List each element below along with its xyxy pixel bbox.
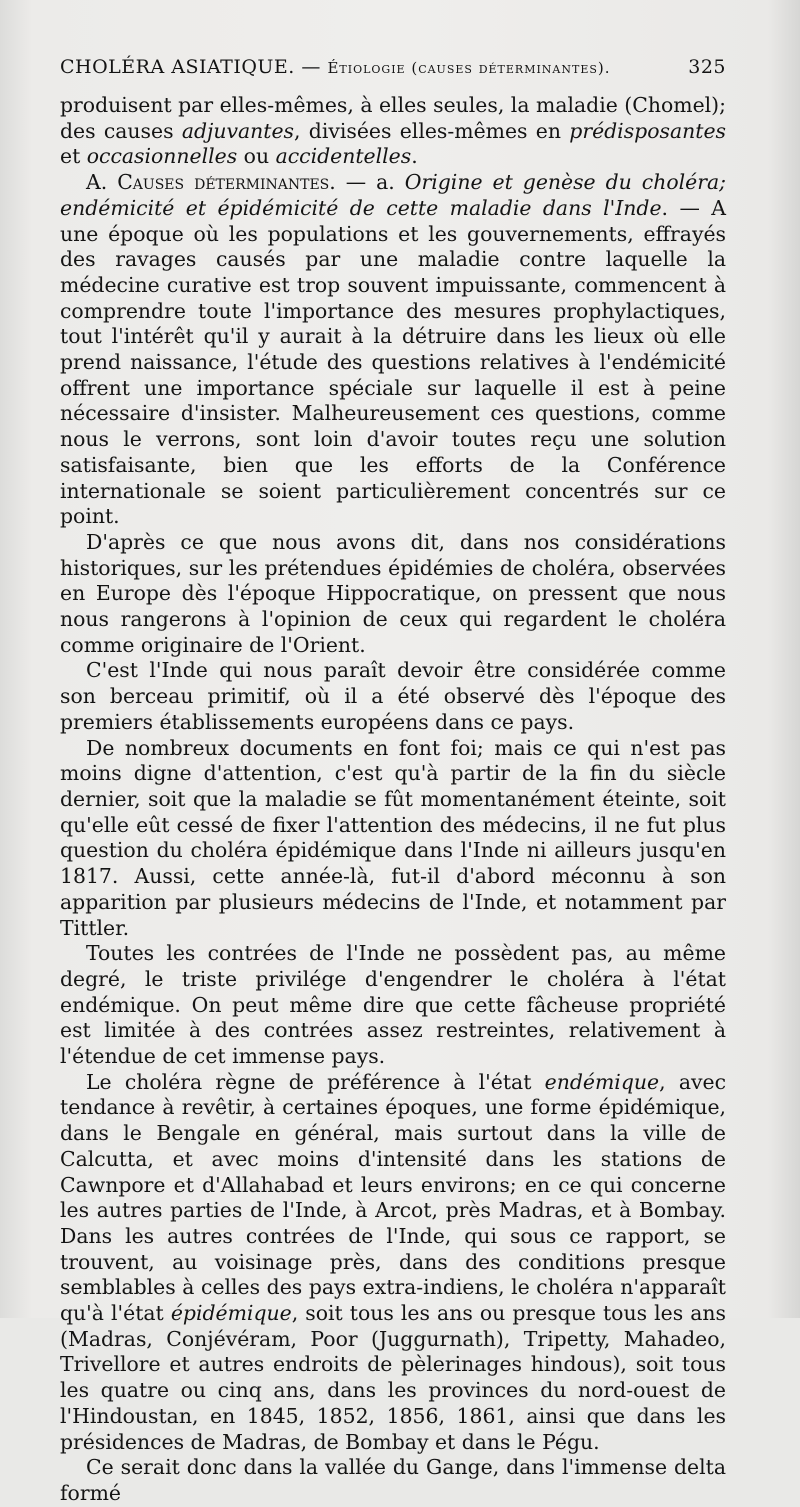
paragraph — [60, 736, 726, 942]
text-run: Ce serait donc dans la vallée du Gange, dans l'immense delta formé — [60, 1455, 726, 1505]
paragraph — [60, 170, 726, 530]
header-section: Étiologie (causes déterminantes). — [327, 59, 611, 77]
header-left: CHOLÉRA ASIATIQUE. — [60, 56, 295, 78]
text-run: . — A une époque où les populations et les gouvernements, effrayés des ravages causés par une maladie contre laquelle la médecine curative est trop souvent impuissante, commencent à comprendre toute l'importance des mesures prophylactiques, tout l'intérêt qu'il y aurait à la détruire dans les lieux où elle prend naissance, l'étude des questions relatives à l'endémicité offrent une importance spéciale sur laquelle il est à peine nécessaire d'insister. Malheureusement ces questions, comme nous le verrons, sont loin d'avoir toutes reçu une solution satisfaisante, bien que les efforts de la Conférence internationale se soient particulièrement concentrés sur ce point. — [60, 195, 726, 529]
text-run: Toutes les contrées de l'Inde ne possèdent pas, au même degré, le triste privilége d'engendrer le choléra à l'état endémique. On peut même dire que cette fâcheuse propriété est limitée à des contrées assez restreintes, relativement à l'étendue de cet immense pays. — [60, 941, 726, 1069]
paragraph — [60, 530, 726, 659]
header-dash: — — [301, 56, 321, 78]
text-run: . — a. — [329, 170, 405, 195]
text-run: ou — [237, 144, 276, 169]
text-run: et — [60, 144, 87, 169]
italic-text: Origine et genèse du choléra; endémicité et épidémicité de cette maladie dans l'Inde — [60, 170, 726, 220]
text-run: D'après ce que nous avons dit, dans nos considérations historiques, sur les prétendues épidémies de choléra, observées en Europe dès l'époque Hippocratique, on pressent que nous nous rangerons à l'opinion de ceux qui regardent le choléra comme originaire de l'Orient. — [60, 529, 726, 657]
paragraph — [60, 941, 726, 1070]
italic-text: prédisposantes — [569, 118, 726, 143]
text-run: , avec tendance à revêtir, à certaines époques, une forme épidémique, dans le Bengale en général, mais surtout dans la ville de Calcutta, et avec moins d'intensité dans les stations de Cawnpore et d'Allahabad et leurs environs; en ce qui concerne les autres parties de l'Inde, à Arcot, près Madras, et à Bombay. Dans les autres contrées de l'Inde, qui sous ce rapport, se trouvent, au voisinage près, dans des conditions presque semblables à celles des pays extra-indiens, le choléra n'apparaît qu'à l'état — [60, 1069, 726, 1326]
paragraph — [60, 1455, 726, 1506]
italic-text: accidentelles — [275, 144, 412, 169]
text-run: , soit tous les ans ou presque tous les ans (Madras, Conjévéram, Poor (Juggurnath), Tripetty, Mahadeo, Trivellore et autres endroits de pèlerinages hindous), soit tous les quatre ou cinq ans, dans les provinces du nord-ouest de l'Hindoustan, en 1845, 1852, 1856, 1861, ainsi que dans les présidences de Madras, de Bombay et dans le Pégu. — [60, 1301, 726, 1454]
header-title — [60, 56, 611, 78]
small-caps-text: Causes déterminantes — [117, 170, 330, 195]
paragraph — [60, 658, 726, 735]
body-text — [60, 93, 726, 1507]
italic-text: endémique — [544, 1069, 660, 1094]
text-run: produisent par elles-mêmes, à elles seules, la maladie (Chomel); des causes — [60, 93, 726, 143]
paragraph — [60, 93, 726, 170]
text-run: De nombreux documents en font foi; mais ce qui n'est pas moins digne d'attention, c'est qu'à partir de la fin du siècle dernier, soit que la maladie se fût momentanément éteinte, soit qu'elle eût cessé de fixer l'attention des médecins, il ne fut plus question du choléra épidémique dans l'Inde ni ailleurs jusqu'en 1817. Aussi, cette année-là, fut-il d'abord méconnu à son apparition par plusieurs médecins de l'Inde, et notamment par Tittler. — [60, 735, 726, 940]
text-run: Le choléra règne de préférence à l'état — [86, 1069, 545, 1094]
text-run: A. — [86, 170, 118, 195]
page-number: 325 — [688, 56, 726, 78]
text-run: , divisées elles-mêmes en — [294, 118, 570, 143]
running-header — [60, 56, 726, 78]
italic-text: adjuvantes — [181, 118, 295, 143]
italic-text: occasionnelles — [86, 144, 238, 169]
italic-text: épidémique — [170, 1301, 292, 1326]
text-run: . — [411, 144, 418, 169]
paragraph — [60, 1070, 726, 1456]
text-run: C'est l'Inde qui nous paraît devoir être considérée comme son berceau primitif, où il a été observé dès l'époque des premiers établissements européens dans ce pays. — [60, 658, 726, 734]
